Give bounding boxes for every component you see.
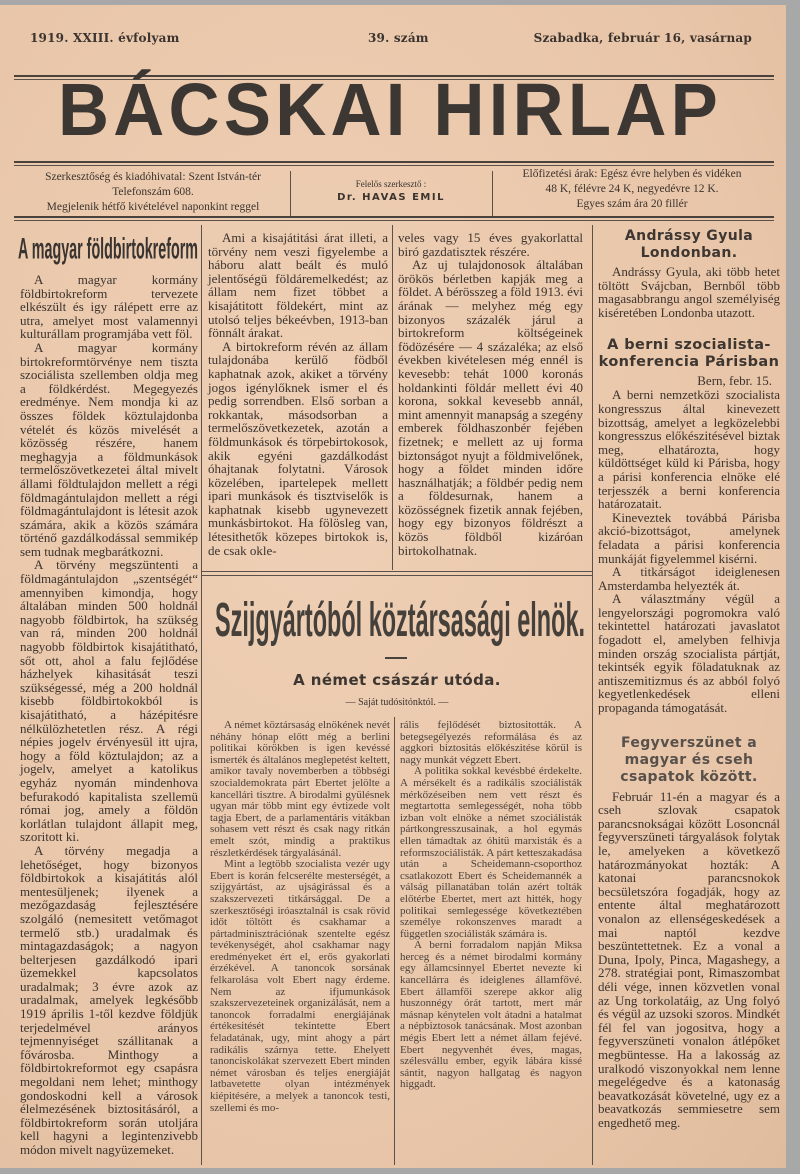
paragraph: A titkárságot ideiglenesen Amsterdamba helyezték át.	[598, 564, 780, 593]
paragraph: A választmány végül a lengyelországi pogromokra való tekintettel határozati javaslatot fogadott el, amelyben felhivja minden ország szocialista pártját, tekintsék egyik föladatuknak az antiszemitizmus és az abból folyó kegyetlenkedések elleni propaganda támogatását.	[598, 591, 780, 716]
land-reform-column-3	[398, 231, 583, 557]
editor-label: Felelős szerkesztő :	[355, 179, 427, 189]
bern-article	[598, 388, 780, 714]
price-line: 48 K, félévre 24 K, negyedévre 12 K.	[545, 183, 719, 195]
editor-info	[292, 178, 490, 205]
paragraph: A birtokreform révén az állam tulajdonába kerülő födből kaphatnak azok, akiket a törvény jogos igénylőknek ismer el és pedig sorrendben. Első sorban a rokkantak, másodsorban a termelőszövetkezetek, azotán a földmunkások és törpebirtokosok, akik egyéni gazdálkodást óhajtanak folytatni. Városok közelében, ipartelepek mellett ipari munkások és tisztviselők is kaphatnak kisebb ugynevezett munkásbirtokot. Ha fölösleg van, létesithetők közepes birtokok is, de csak okle-	[208, 338, 388, 558]
paragraph: veles vagy 15 éves gyakorlattal biró gazdatisztek részére.	[398, 230, 583, 259]
divider	[14, 216, 774, 218]
land-reform-headline: A magyar földbirtokreform	[18, 231, 198, 265]
paragraph: Mint a legtöbb szocialista vezér ugy Ebert is korán felcserélte mesterségét, a szijgyártást, az ujságirással és a szakszervezeti titkársággal. De a szerkesztőségi iróasztalnál is csak rövid időt töltött és csakhamar a pártadminisztrációnak szentelte egész tevékenységét, ahol csakhamar nagy eredményeket ért el, erős gyakorlati érzékével. A tanoncok sorsának felkarolása volt Ebert nagy érdeme. Nem az ifjumunkások szakszervezeteinek organizálását, nem a tanoncok forradalmi energiájának értékesitését tekintette Ebert feladatának, ugy, mint ahogy a párt radikális szárnya tette. Ehelyett tanonciskolákat szervezett Ebert minden német városban és teljes energiáját latbavetette olyan intézmények kiépitésére, a melyek a tanoncok testi, szellemi és mo-	[210, 858, 390, 1114]
issue-number: 39. szám	[368, 31, 429, 45]
paragraph: A magyar kormány birtokreformtörvénye nem tiszta szociálista szellemben oldja meg a földkérdést. Megegyezés eredménye. Nem mondja ki az összes földek köztulajdonba vételét és közös mivelését a közösség részére, hanem meghagyja a földmunkások termelőszövetkezetei által mivelt állami földtulajdon mellett a régi földmagántulajdon mellett a régi földmagántulajdont is létesit azok számára, akik a közös számára történő gazdálkodással semmikép sem tudnak megbarátkozni.	[20, 339, 198, 559]
publication-schedule: Megjelenik hétfő kivételével naponkint reggel	[46, 201, 260, 213]
paragraph: rális fejlődését biztositották. A betegsegélyezés reformálása és az aggkori biztositás előkészitése körül is nagy munkát végzett Ebert.	[400, 719, 582, 766]
column-divider	[592, 225, 593, 1165]
ebert-column-1	[210, 720, 390, 1114]
office-address: Szerkesztőség és kiadóhivatal: Szent István-tér	[45, 171, 261, 183]
paragraph: Február 11-én a magyar és a cseh szlovak csapatok parancsnokságai között Losoncnál fegyverszüneti tárgyalások folytak le, amelyeken a következő határozmányokat hozták: A katonai parancsnokok becsületszóra fogadják, hogy az entente által meghatározott vonalon az ellenségeskedések a mai naptól kezdve beszüntettetnek. Ez a vonal a Duna, Ipoly, Pinca, Magashegy, a 278. stratégiai pont, Rimaszombat déli vége, innen közvetlen vonal az Ung torkolatáig, az Ung folyó és végül az uzsoki szoros. Mindkét fél fel van jogositva, hogy a fegyverszüneti vonalon átlépőket megbüntesse. Ha a lakosság az uralkodó viszonyokkal nem lenne megelégedve és a katonaság beavatkozását követelné, ugy ez a beavatkozás semmiesetre sem engedhető meg.	[598, 788, 780, 1130]
divider	[385, 657, 407, 659]
bern-dateline: Bern, febr. 15.	[697, 373, 772, 389]
armistice-article	[598, 790, 780, 1130]
paragraph: A törvény megszüntenti a földmagántulajdon „szentségét“ amennyiben kimondja, hogy általában minden 500 holdnál nagyobb földbirtok, ha szükség van rá, minden 200 holdnál nagyobb földbirtok kisajátitható, sőt ott, ahol a falu fejlődése házhelyek kihasitását teszi szükségessé, még a 200 holdnál kisebb földbirtokokból is kisajátitható, a házépitésre nélkülözhetetlen rész. A régi népies jogelv érvényesül itt ujra, hogy a föld köztulajdon; az a jogelv, amelyet a katolikus egyház nyomán mindenhova befurakodó kapitalista szellemü római jog, amely a földön korlátlan tulajdont állapit meg, szoritott ki.	[20, 557, 198, 845]
divider	[14, 220, 774, 221]
paragraph: A német köztársaság elnökének nevét néhány hónap előtt még a berlini politikai körökben is igen kevéssé ismerték és általános meglepetést keltett, amikor tavaly novemberben a többségi szocialdemokrata párt Ebertet jelölte a kancellári tisztre. A birodalmi gyülésnek ugyan már több mint egy évtizede volt tagja Ebert, de a parlamentáris vitákban sohasem vett részt és csak nagy ritkán emelt szót, mindig a praktikus részletkérdések tárgyalásánál.	[210, 719, 390, 859]
ebert-headline: Szijgyártóból köztársasági elnök.	[215, 594, 585, 647]
dateline: Szabadka, február 16, vasárnap	[533, 31, 752, 45]
andrassy-article	[598, 265, 780, 319]
news-column-right	[598, 228, 780, 1129]
editor-name: Dr. HAVAS EMIL	[337, 192, 445, 203]
divider	[14, 161, 774, 163]
paragraph: Kineveztek továbbá Párisba akció-bizottságot, amelynek feladata a párisi konferencia munkáját figyelemmel kisérni.	[598, 509, 780, 566]
paragraph: A politika sokkal kevésbbé érdekelte. A mérsékelt és a radikális szociálisták mérkőzéseiben nem vett részt és megtartotta semlegességét, noha több izban volt elnöke a német szociálisták pártkongresszusainak, a hol egymás ellen támadtak az óhitü marxisták és a reformszociálisták. A párt ketteszakadása után a Scheidemann-csoporthoz csatlakozott Ebert és Scheidemannék a válság pillanatában tolán azért tolták előtérbe Ebertet, mert azt hitték, hogy politikai semlegessége következtében személye rokonszenves maradt a független szociálisták számára is.	[400, 765, 582, 940]
paragraph: Az uj tulajdonosok általában örökös bérletben kapják meg a földet. A bérösszeg a föld 1913. évi árának — melyhez még egy bizonyos százalék járul a birtokreform költségeinek födözésére — 4 százaléka; az első években kivételesen még ennél is kevesebb: tehát 1000 koronás holdankinti földár mellett évi 40 korona, sokkal kevesebb annál, mint amennyit manapság a szegény emberek földhaszonbér fejében fizetnek; e mellett az uj forma biztonságot nyujt a földmivelőnek, hogy a földet minden időre használhatják; a földbér pedig nem a földesurnak, hanem a közösségnek fizetik annak fejében, hogy egy bizonyos földrészt a közös földből kizáróan birtokolhatnak.	[398, 257, 583, 558]
land-reform-column-2	[208, 231, 388, 557]
column-divider	[394, 717, 395, 1165]
divider	[14, 165, 774, 166]
divider	[290, 171, 291, 217]
price-line: Egyes szám ára 20 fillér	[576, 198, 688, 210]
paragraph: Ami a kisajátitási árat illeti, a törvény nem veszi figyelembe a háboru alatt beált és muló jelentőségü földáremelkedést; az állam nem fizet többet a kisajátitott földekért, mint az utolsó teljes békeévben, 1913-ban fönnált árakat.	[208, 230, 388, 341]
bern-headline: A berni szocialista-konferencia Párisban	[598, 337, 780, 371]
andrassy-headline: Andrássy Gyula Londonban.	[624, 228, 754, 261]
office-info	[22, 170, 284, 215]
paragraph: Andrássy Gyula, aki több hetet töltött Svájcban, Bernből több magasabbrangu angol személyiség kiséretében Londonba utazott.	[598, 264, 780, 320]
office-phone: Telefonszám 608.	[112, 186, 194, 198]
paragraph: A törvény megadja a lehetőséget, hogy bizonyos földbirtokok a kisajátitás alól mentesüljenek; ilyenek a mezőgazdaság fejlesztésére szolgáló (nemesitett vetőmagot termelő stb.) uradalmak és mintagazdaságok; a nagyon belterjesen gazdálkodó ipari üzemekkel kapcsolatos uradalmak; 3 évre azok az uradalmak, amelyek legkésőbb 1919 április 1-től kezdve földjük terjedelmével arányos tejmennyiséget szállitanak a fővárosba. Minthogy a földbirtokreformot egy csapásra megoldani nem lehet; minthogy gondoskodni kell a városok élelmezésének biztositásáról, a földbirtokreform során utoljára kell hagyni a legintenzivebb módon mivelt nagyüzemeket.	[20, 842, 198, 1157]
volume-label: 1919. XXIII. évfolyam	[30, 31, 180, 45]
ebert-column-2	[400, 720, 582, 1091]
column-divider	[201, 225, 202, 1165]
column-divider	[392, 225, 393, 570]
masthead-title: BÁCSKAI HIRLAP	[58, 68, 722, 152]
armistice-headline: Fegyverszünet a magyar és cseh csapatok között.	[620, 734, 758, 785]
newspaper-page	[0, 5, 786, 1168]
paragraph: A berni forradalom napján Miksa herceg és a német birodalmi kormány egy államcsinnyel Ebertet nevezte ki kancellárra és ideiglenes államfővé. Ebert államfői szerepe akkor alig huszonnégy órát tartott, mert már másnap kénytelen volt átadni a hatalmat a népbiztosok tanácsának. Most azonban mégis Ebert lett a német állam fejévé. Ebert negyvenhét éves, magas, szélesvállu ember, egyik lábára kissé sántit, nagyon hallgatag és nagyon higgadt.	[400, 939, 582, 1091]
land-reform-column-1	[20, 273, 198, 1157]
paragraph: A berni nemzetközi szocialista kongresszus által kinevezett bizottság, amelyet a legközelebbi kongresszus előkészitésével biztak meg, elhatározta, hogy küldöttséget küld ki Párisba, hogy a párisi konferencia elnöke elé terjesszék a berni konferencia határozatait.	[598, 387, 780, 512]
price-line: Előfizetési árak: Egész évre helyben és vidéken	[522, 168, 742, 180]
divider	[492, 171, 493, 217]
ebert-byline: — Saját tudósitónktól. —	[345, 697, 449, 708]
divider	[202, 571, 592, 572]
ebert-subtitle: A német császár utóda.	[293, 671, 501, 689]
divider	[202, 575, 592, 576]
subscription-prices	[494, 167, 770, 212]
paragraph: A magyar kormány földbirtokreform tervezete elkészült és igy rálépett erre az utra, amelyet most valamennyi kulturállam programjába vett föl.	[20, 272, 198, 342]
